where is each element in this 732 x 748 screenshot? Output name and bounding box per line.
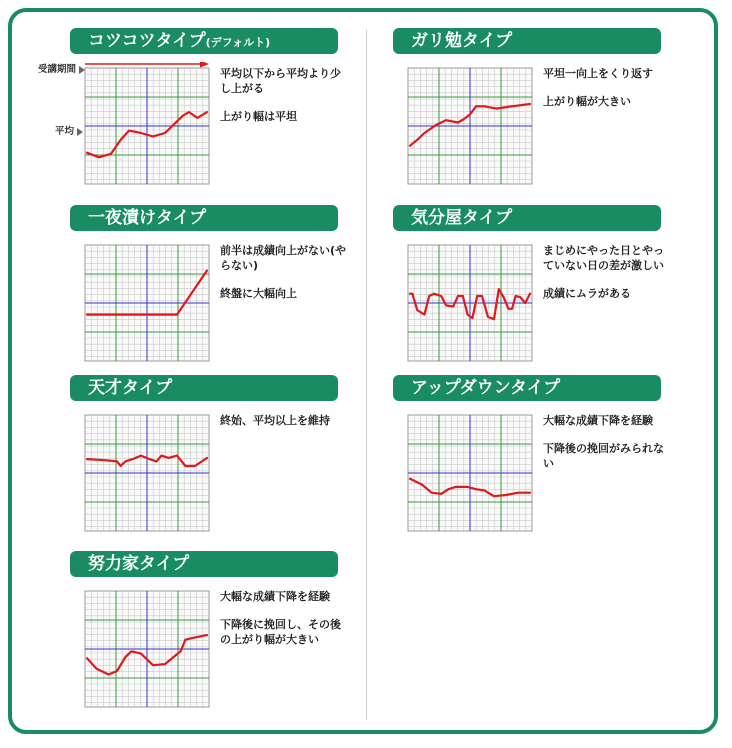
description-line: 成績にムラがある (543, 287, 631, 300)
type-title: アップダウンタイプ (411, 378, 561, 398)
type-title: 努力家タイプ (88, 554, 190, 574)
type-chart (84, 585, 210, 709)
type-description (220, 413, 350, 441)
type-title-banner (70, 205, 338, 231)
side-label-average: 平均 (55, 123, 83, 137)
description-line: 上がり幅は平坦 (220, 110, 297, 123)
description-line: 上がり幅が大きい (543, 95, 631, 108)
type-chart (407, 239, 533, 363)
period-arrow-head (200, 62, 209, 68)
type-title-banner (393, 375, 661, 401)
type-title: ガリ勉タイプ (411, 31, 513, 51)
description-line: 大幅な成績下降を経験 (543, 414, 653, 427)
column-divider (366, 30, 367, 720)
type-title: コツコツタイプ (88, 31, 206, 51)
description-line: 平均以下から平均より少し上がる (220, 67, 341, 95)
description-line: 下降後に挽回し、その後の上がり幅が大きい (220, 618, 341, 646)
side-label-period: 受講期間 (38, 61, 85, 75)
type-description (220, 66, 350, 137)
triangle-marker-icon (77, 128, 83, 136)
description-line: まじめにやった日とやっていない日の差が激しい (543, 244, 664, 272)
type-description (220, 243, 350, 314)
type-title-banner (70, 28, 338, 54)
description-line: 終始、平均以上を維持 (220, 414, 330, 427)
type-title-banner (393, 205, 661, 231)
type-subtitle: (デフォルト) (205, 36, 271, 49)
type-title-banner (70, 551, 338, 577)
type-title: 一夜漬けタイプ (88, 208, 207, 228)
type-description (220, 589, 350, 660)
type-description (543, 66, 673, 122)
description-line: 下降後の挽回がみられない (543, 442, 664, 470)
type-title: 気分屋タイプ (411, 208, 513, 228)
type-title-banner (393, 28, 661, 54)
type-title: 天才タイプ (88, 378, 173, 398)
description-line: 大幅な成績下降を経験 (220, 590, 330, 603)
type-chart (407, 409, 533, 533)
type-title-banner (70, 375, 338, 401)
description-line: 平坦一向上をくり返す (543, 67, 653, 80)
type-description (543, 413, 673, 484)
description-line: 前半は成績向上がない(やらない) (220, 244, 347, 272)
description-line: 終盤に大幅向上 (220, 287, 297, 300)
type-chart (407, 62, 533, 186)
type-chart (84, 409, 210, 533)
type-chart (84, 62, 210, 186)
type-chart (84, 239, 210, 363)
type-description (543, 243, 673, 314)
